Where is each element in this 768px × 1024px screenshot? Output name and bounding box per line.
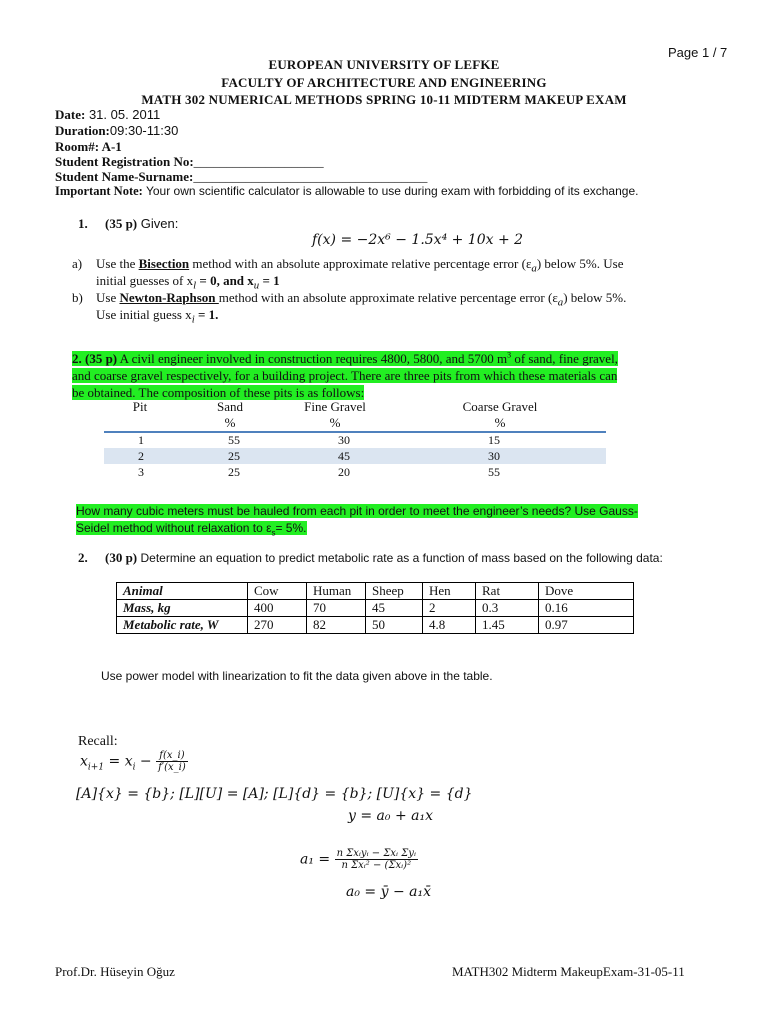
exam-title: MATH 302 NUMERICAL METHODS SPRING 10-11 MIDTERM MAKEUP EXAM <box>141 92 627 107</box>
q1b-tail: ) below 5%. <box>563 290 627 305</box>
date-line <box>55 107 160 123</box>
newton-lhs-sub: i+1 <box>87 762 105 773</box>
table-cell: 30 <box>458 448 606 464</box>
newton-numerator: f(x_i) <box>156 750 188 762</box>
sand-unit: % <box>224 415 236 430</box>
q1b-line2-end: = 1. <box>194 307 219 322</box>
recall-label: Recall: <box>78 734 118 749</box>
linear-model-formula: y = a₀ + a₁x <box>348 808 433 824</box>
lu-formula: [A]{x} = {b}; [L][U] = [A]; [L]{d} = {b}; [U]{x} = {d} <box>76 786 473 802</box>
q1b-line2 <box>96 307 218 326</box>
registration-blank: ____________________ <box>193 154 324 169</box>
table-header-cell: Sheep <box>366 583 423 600</box>
coarse-gravel-col-header: Coarse Gravel <box>462 399 538 414</box>
newton-mid-sub: i <box>132 762 136 773</box>
table-header-cell: Rat <box>476 583 539 600</box>
table-cell: 15 <box>488 432 500 447</box>
fine-gravel-col-header: Fine Gravel <box>304 399 366 414</box>
pit-col-header: Pit <box>132 399 148 414</box>
table-cell: 400 <box>248 600 307 617</box>
metabolic-data-table <box>116 582 634 634</box>
q2-line2: and coarse gravel respectively, for a building project. There are three pits from which these materials can <box>72 368 618 384</box>
q1-given: Given: <box>137 216 179 231</box>
table-cell: 20 <box>338 464 350 479</box>
table-header-cell: Cow <box>248 583 307 600</box>
table-cell: 50 <box>366 617 423 634</box>
registration-line <box>55 154 324 170</box>
duration-line <box>55 123 178 139</box>
a1-lhs: a₁ = <box>300 851 331 868</box>
q1a-tail: ) below 5%. Use <box>536 256 624 271</box>
q2-line1-end: of sand, fine gravel, <box>511 351 618 367</box>
table-cell: 0.97 <box>539 617 634 634</box>
table-cell: 82 <box>307 617 366 634</box>
q2-line1: A civil engineer involved in construction requires 4800, 5800, and 5700 m <box>117 351 508 367</box>
name-line <box>55 169 427 185</box>
table-cell: 1.45 <box>476 617 539 634</box>
sand-col-header: Sand <box>217 399 243 414</box>
q2-line1-sup: 3 <box>507 351 512 360</box>
q1a-line2-text: initial guesses of x <box>96 273 194 288</box>
table-row <box>117 600 634 617</box>
table-header-cell: Animal <box>117 583 248 600</box>
q1b-sub: a <box>557 296 564 309</box>
table-cell: 45 <box>366 600 423 617</box>
newton-minus: − <box>135 753 157 770</box>
q1a-post: method with an absolute approximate relative percentage error (ε <box>189 256 532 271</box>
q1b-pre: Use <box>96 290 120 305</box>
q1a-line2-sub1: l <box>193 279 197 292</box>
date-value: 31. 05. 2011 <box>85 107 161 122</box>
important-note <box>55 184 638 199</box>
q3-heading <box>78 550 663 566</box>
q2-question-sub: s <box>271 528 276 538</box>
table-row <box>104 448 606 464</box>
q1-number: 1. <box>78 216 88 231</box>
q1b-post: method with an absolute approximate relative percentage error (ε <box>218 290 558 305</box>
coarse-gravel-unit: % <box>494 415 506 430</box>
name-blank: ____________________________________ <box>193 169 428 184</box>
a1-numerator: n Σxᵢyᵢ − Σxᵢ Σyᵢ <box>336 848 416 859</box>
date-label: Date: <box>55 107 86 122</box>
q1a-label: a) <box>72 256 83 271</box>
q1a-sub: a <box>531 262 537 275</box>
a1-formula <box>300 848 418 871</box>
q2-question-end: = 5%. <box>275 521 307 535</box>
table-header-cell: Dove <box>539 583 634 600</box>
table-cell: 2 <box>104 448 198 464</box>
q3-text: Determine an equation to predict metabolic rate as a function of mass based on the following data: <box>137 551 663 565</box>
table-header-cell: Human <box>307 583 366 600</box>
q3-points: (30 p) <box>105 550 138 565</box>
table-cell: 3 <box>138 464 144 479</box>
newton-mid: = x <box>104 753 133 770</box>
newton-formula <box>80 750 188 773</box>
fine-gravel-unit: % <box>329 415 341 430</box>
q1b-method: Newton-Raphson <box>119 290 219 305</box>
q1a-line2-mid: = 0, and x <box>196 273 254 288</box>
table-cell: 1 <box>138 432 144 447</box>
q1a-line2 <box>96 273 280 292</box>
q1b-line2-text: Use initial guess x <box>96 307 192 322</box>
table-cell: 30 <box>338 432 350 447</box>
q3-instruction: Use power model with linearization to fit the data given above in the table. <box>101 669 493 683</box>
registration-label: Student Registration No: <box>55 154 194 169</box>
table-cell: 25 <box>228 464 240 479</box>
q1-heading <box>78 216 178 232</box>
a1-denominator: n Σxᵢ² − (Σxᵢ)² <box>341 860 412 871</box>
table-header-cell: Hen <box>423 583 476 600</box>
note-text: Your own scientific calculator is allowable to use during exam with forbidding of its exchange. <box>142 184 639 198</box>
a0-formula: a₀ = ȳ − a₁x̄ <box>346 884 431 900</box>
table-cell: 0.16 <box>539 600 634 617</box>
q2-question-line2: Seidel method without relaxation to ε <box>76 521 272 535</box>
table-cell: 270 <box>248 617 307 634</box>
q1a-pre: Use the <box>96 256 139 271</box>
footer-author: Prof.Dr. Hüseyin Oğuz <box>55 964 175 979</box>
room-line: Room#: A-1 <box>55 139 122 154</box>
pit-composition-table <box>104 432 606 480</box>
q1a-line2-end: = 1 <box>259 273 280 288</box>
a1-fraction <box>335 848 418 871</box>
q1a-line2-sub2: u <box>253 279 260 292</box>
table-row <box>104 464 606 480</box>
q1b-label: b) <box>72 290 83 305</box>
table-row <box>117 617 634 634</box>
rate-label-cell: Metabolic rate, W <box>117 617 248 634</box>
faculty-title: FACULTY OF ARCHITECTURE AND ENGINEERING <box>221 75 547 90</box>
table-cell: 45 <box>308 448 458 464</box>
q2-line3: be obtained. The composition of these pits is as follows: <box>72 385 365 401</box>
table-cell: 70 <box>307 600 366 617</box>
table-row <box>104 432 606 448</box>
university-title: EUROPEAN UNIVERSITY OF LEFKE <box>268 57 500 72</box>
q3-number: 2. <box>78 550 88 565</box>
q2-statement <box>72 347 735 401</box>
newton-denominator: f′(x_i) <box>158 762 186 773</box>
table-cell: 55 <box>488 464 500 479</box>
name-label: Student Name-Surname: <box>55 169 194 184</box>
table-cell: 4.8 <box>423 617 476 634</box>
q2-question <box>76 503 736 541</box>
q1-points: (35 p) <box>105 216 138 231</box>
duration-label: Duration: <box>55 123 110 138</box>
table-cell: 55 <box>228 432 240 447</box>
table-cell: 25 <box>198 448 308 464</box>
newton-fraction <box>156 750 188 773</box>
q2-question-line1: How many cubic meters must be hauled from each pit in order to meet the engineer’s needs? Use Gauss- <box>76 504 638 518</box>
table-row <box>117 583 634 600</box>
q1a-line1 <box>96 256 623 275</box>
note-label: Important Note: <box>55 184 143 198</box>
table-cell: 2 <box>423 600 476 617</box>
table-cell: 0.3 <box>476 600 539 617</box>
newton-lhs: x <box>80 753 88 770</box>
q1a-method: Bisection <box>138 256 190 271</box>
q1b-line2-sub: i <box>191 313 195 326</box>
footer-exam-id: MATH302 Midterm MakeupExam-31-05-11 <box>452 964 685 979</box>
q1b-line1 <box>96 290 626 309</box>
q2-number-points: 2. (35 p) <box>72 351 118 367</box>
page-number: Page 1 / 7 <box>668 45 728 60</box>
mass-label-cell: Mass, kg <box>117 600 248 617</box>
duration-value: 09:30-11:30 <box>109 123 179 138</box>
q1-equation: f(x) = −2x⁶ − 1.5x⁴ + 10x + 2 <box>312 232 524 248</box>
